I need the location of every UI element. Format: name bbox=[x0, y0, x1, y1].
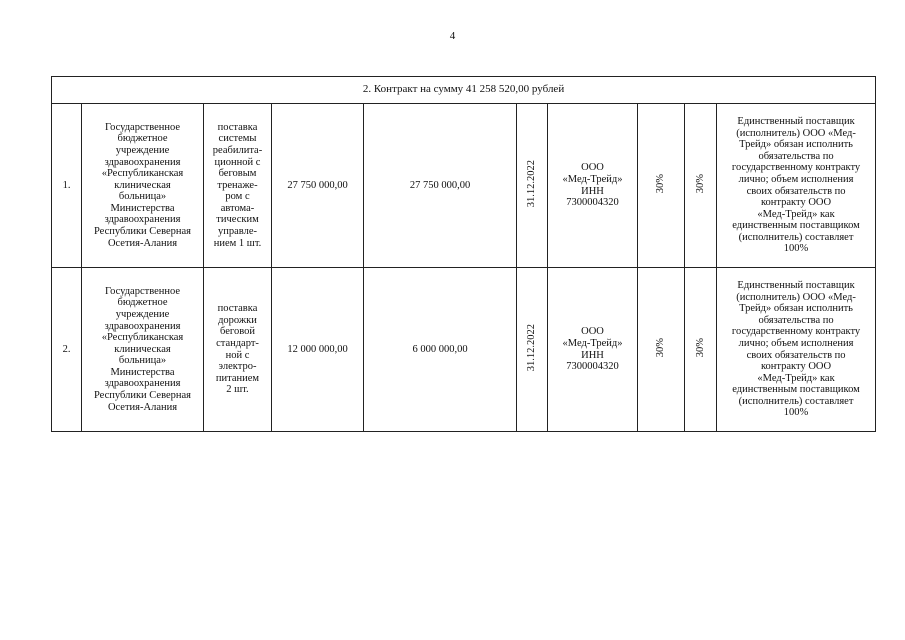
table-row bbox=[52, 104, 876, 268]
item-cell: поставка дорожки беговой стандарт- ной с электро- питанием 2 шт. bbox=[204, 268, 272, 432]
price-total-cell: 27 750 000,00 bbox=[272, 104, 364, 268]
section-title: 2. Контракт на сумму 41 258 520,00 рублей bbox=[52, 77, 876, 104]
note-cell: Единственный поставщик (исполнитель) ООО «Мед- Трейд» обязан исполнить обязательства по государственному контракту лично; объем исполнения своих обязательств по контракту ООО «Мед-Трейд» как единственным поставщиком (исполнитель) составляет 100% bbox=[717, 268, 876, 432]
supplier-cell: ООО «Мед-Трейд» ИНН 7300004320 bbox=[548, 268, 638, 432]
price-total-cell: 12 000 000,00 bbox=[272, 268, 364, 432]
date-text: 31.12.2022 bbox=[526, 324, 538, 372]
row-number: 2. bbox=[52, 268, 82, 432]
percent-a-text: 30% bbox=[655, 338, 667, 358]
date-cell bbox=[517, 268, 548, 432]
table-row bbox=[52, 268, 876, 432]
page-number: 4 bbox=[449, 30, 456, 42]
note-cell: Единственный поставщик (исполнитель) ООО «Мед- Трейд» обязан исполнить обязательства по государственному контракту лично; объем исполнения своих обязательств по контракту ООО «Мед-Трейд» как единственным поставщиком (исполнитель) составляет 100% bbox=[717, 104, 876, 268]
row-number: 1. bbox=[52, 104, 82, 268]
section-header-row bbox=[52, 77, 876, 104]
date-text: 31.12.2022 bbox=[526, 160, 538, 208]
percent-b-cell bbox=[685, 268, 717, 432]
price-contract-cell: 27 750 000,00 bbox=[364, 104, 517, 268]
price-contract-cell: 6 000 000,00 bbox=[364, 268, 517, 432]
date-cell bbox=[517, 104, 548, 268]
percent-b-text: 30% bbox=[694, 174, 706, 194]
customer-cell: Государственное бюджетное учреждение здравоохранения «Республиканская клиническая больница» Министерства здравоохранения Республики Северная Осетия-Алания bbox=[82, 268, 204, 432]
supplier-cell: ООО «Мед-Трейд» ИНН 7300004320 bbox=[548, 104, 638, 268]
percent-a-cell bbox=[638, 268, 685, 432]
percent-a-text: 30% bbox=[655, 174, 667, 194]
contract-table bbox=[51, 76, 876, 432]
percent-b-cell bbox=[685, 104, 717, 268]
item-cell: поставка системы реабилита- ционной с беговым тренаже- ром с автома- тическим управле- нием 1 шт. bbox=[204, 104, 272, 268]
customer-cell: Государственное бюджетное учреждение здравоохранения «Республиканская клиническая больница» Министерства здравоохранения Республики Северная Осетия-Алания bbox=[82, 104, 204, 268]
percent-a-cell bbox=[638, 104, 685, 268]
percent-b-text: 30% bbox=[694, 338, 706, 358]
